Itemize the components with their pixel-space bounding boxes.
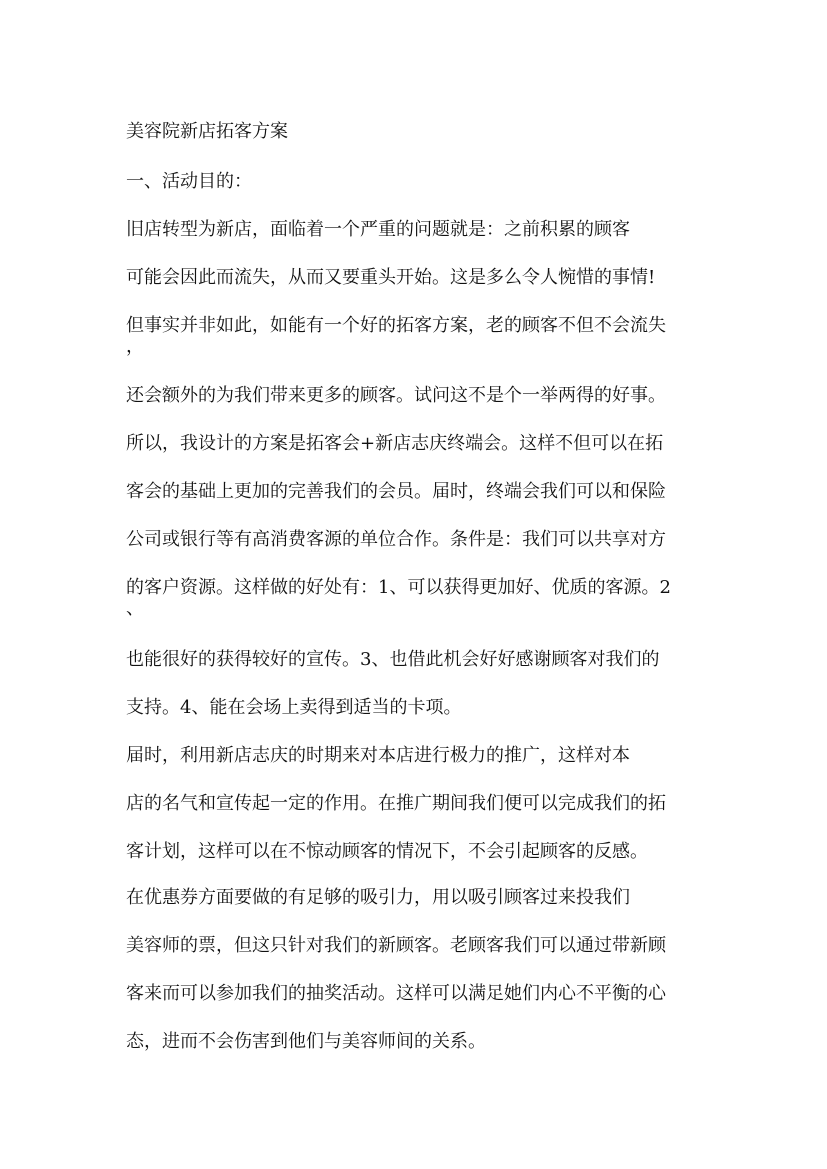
wrapped-punctuation: ， [126, 336, 144, 357]
paragraph-line: 态，进而不会伤害到他们与美容师间的关系。 [126, 1031, 486, 1052]
paragraph-line: 还会额外的为我们带来更多的顾客。试问这不是个一举两得的好事。 [126, 385, 666, 406]
section-heading: 一、活动目的： [126, 171, 252, 192]
paragraph-line: 届时，利用新店志庆的时期来对本店进行极力的推广，这样对本 [126, 745, 630, 766]
document-title: 美容院新店拓客方案 [126, 121, 288, 142]
paragraph-line: 支持。4、能在会场上卖得到适当的卡项。 [126, 697, 462, 718]
paragraph-line: 旧店转型为新店，面临着一个严重的问题就是：之前积累的顾客 [126, 219, 630, 240]
wrapped-punctuation: 、 [126, 598, 144, 619]
paragraph-line: 在优惠券方面要做的有足够的吸引力，用以吸引顾客过来投我们 [126, 887, 630, 908]
paragraph-line: 公司或银行等有高消费客源的单位合作。条件是：我们可以共享对方 [126, 529, 666, 550]
paragraph-line: 也能很好的获得较好的宣传。3、也借此机会好好感谢顾客对我们的 [126, 649, 660, 670]
paragraph-line: 客计划，这样可以在不惊动顾客的情况下，不会引起顾客的反感。 [126, 841, 648, 862]
paragraph-line: 的客户资源。这样做的好处有：1、可以获得更加好、优质的客源。2 [126, 577, 671, 598]
paragraph-line: 客会的基础上更加的完善我们的会员。届时，终端会我们可以和保险 [126, 481, 666, 502]
paragraph-line: 所以，我设计的方案是拓客会+新店志庆终端会。这样不但可以在拓 [126, 433, 664, 454]
paragraph-line: 但事实并非如此，如能有一个好的拓客方案，老的顾客不但不会流失 [126, 315, 666, 336]
paragraph-line: 客来而可以参加我们的抽奖活动。这样可以满足她们内心不平衡的心 [126, 983, 666, 1004]
paragraph-line: 可能会因此而流失，从而又要重头开始。这是多么令人惋惜的事情! [126, 267, 656, 288]
paragraph-line: 店的名气和宣传起一定的作用。在推广期间我们便可以完成我们的拓 [126, 793, 666, 814]
paragraph-line: 美容师的票，但这只针对我们的新顾客。老顾客我们可以通过带新顾 [126, 935, 666, 956]
